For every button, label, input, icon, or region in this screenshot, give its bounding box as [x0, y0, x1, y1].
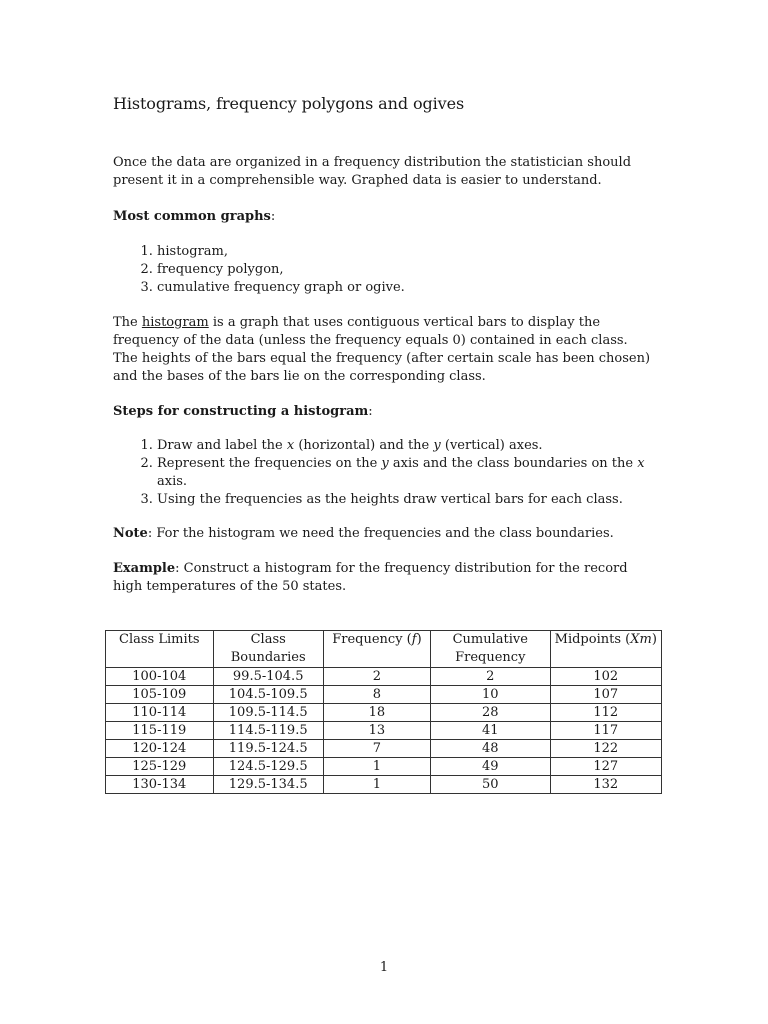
- example-text: : Construct a histogram for the frequency distribution for the record high temperatures of the 50 states.: [113, 561, 628, 594]
- table-row: [106, 776, 662, 794]
- table-cell: 114.5-119.5: [213, 722, 323, 740]
- table-cell: 127: [550, 758, 661, 776]
- table-cell: 115-119: [106, 722, 214, 740]
- header-midpoints: Midpoints (Xm): [550, 631, 661, 668]
- table-cell: 122: [550, 740, 661, 758]
- histogram-term: histogram: [141, 315, 209, 330]
- table-cell: 1: [323, 776, 430, 794]
- table-row: [106, 704, 662, 722]
- table-row: [106, 758, 662, 776]
- list-item: 2. Represent the frequencies on the y axis and the class boundaries on the x axis.: [157, 455, 653, 491]
- list-item: 1. histogram,: [157, 243, 653, 261]
- table-row: [106, 740, 662, 758]
- page-title: Histograms, frequency polygons and ogives: [113, 94, 465, 113]
- table-cell: 117: [550, 722, 661, 740]
- common-graphs-list: [113, 243, 653, 297]
- table-cell: 7: [323, 740, 430, 758]
- list-item: 2. frequency polygon,: [157, 261, 653, 279]
- table-cell: 8: [323, 686, 430, 704]
- intro-paragraph: Once the data are organized in a frequency distribution the statistician should present it in a comprehensible way. Graphed data is easier to understand.: [113, 155, 632, 188]
- table-cell: 110-114: [106, 704, 214, 722]
- table-cell: 102: [550, 668, 661, 686]
- table-cell: 124.5-129.5: [213, 758, 323, 776]
- table-cell: 48: [431, 740, 551, 758]
- steps-heading: [113, 403, 653, 421]
- header-class-limits: Class Limits: [106, 631, 214, 668]
- table-cell: 1: [323, 758, 430, 776]
- table-header-row: [106, 631, 662, 668]
- table-row: [106, 668, 662, 686]
- table-cell: 107: [550, 686, 661, 704]
- table-cell: 120-124: [106, 740, 214, 758]
- table-cell: 99.5-104.5: [213, 668, 323, 686]
- common-graphs-heading-text: Most common graphs: [113, 209, 271, 224]
- steps-colon: :: [368, 404, 373, 419]
- frequency-table-body: [106, 668, 662, 794]
- table-cell: 129.5-134.5: [213, 776, 323, 794]
- table-cell: 13: [323, 722, 430, 740]
- table-cell: 50: [431, 776, 551, 794]
- table-cell: 41: [431, 722, 551, 740]
- common-graphs-colon: :: [270, 209, 276, 224]
- table-cell: 2: [431, 668, 551, 686]
- table-cell: 49: [431, 758, 551, 776]
- header-class-boundaries: Class Boundaries: [213, 631, 323, 668]
- table-cell: 105-109: [106, 686, 214, 704]
- list-item: 3. cumulative frequency graph or ogive.: [157, 279, 653, 297]
- table-cell: 2: [323, 668, 430, 686]
- steps-heading-text: Steps for constructing a histogram: [113, 404, 369, 419]
- note-label: Note: [113, 526, 148, 541]
- frequency-table: [105, 630, 662, 794]
- table-row: [106, 722, 662, 740]
- table-row: [106, 686, 662, 704]
- example-paragraph: [113, 560, 653, 596]
- header-frequency: Frequency (f): [323, 631, 430, 668]
- table-cell: 130-134: [106, 776, 214, 794]
- table-cell: 10: [431, 686, 551, 704]
- table-cell: 125-129: [106, 758, 214, 776]
- list-item: 3. Using the frequencies as the heights draw vertical bars for each class.: [157, 491, 653, 509]
- table-cell: 100-104: [106, 668, 214, 686]
- histogram-definition: [113, 314, 653, 386]
- note-text: : For the histogram we need the frequencies and the class boundaries.: [147, 526, 614, 541]
- histogram-def-before: The: [113, 315, 142, 330]
- histogram-def-after: is a graph that uses contiguous vertical bars to display the frequency of the data (unless the frequency equals 0) contained in each class. The heights of the bars equal the frequency (after certain scale has been chosen) and the bases of the bars lie on the corresponding class.: [113, 315, 651, 384]
- list-item: 1. Draw and label the x (horizontal) and the y (vertical) axes.: [157, 437, 653, 455]
- note-paragraph: [113, 525, 653, 543]
- table-cell: 28: [431, 704, 551, 722]
- steps-list: [113, 437, 653, 509]
- header-cumulative-frequency: Cumulative Frequency: [431, 631, 551, 668]
- table-cell: 109.5-114.5: [213, 704, 323, 722]
- page-number: 1: [379, 960, 389, 975]
- table-cell: 18: [323, 704, 430, 722]
- table-cell: 132: [550, 776, 661, 794]
- example-label: Example: [113, 561, 176, 576]
- table-cell: 112: [550, 704, 661, 722]
- common-graphs-heading: [113, 208, 653, 226]
- table-cell: 104.5-109.5: [213, 686, 323, 704]
- table-cell: 119.5-124.5: [213, 740, 323, 758]
